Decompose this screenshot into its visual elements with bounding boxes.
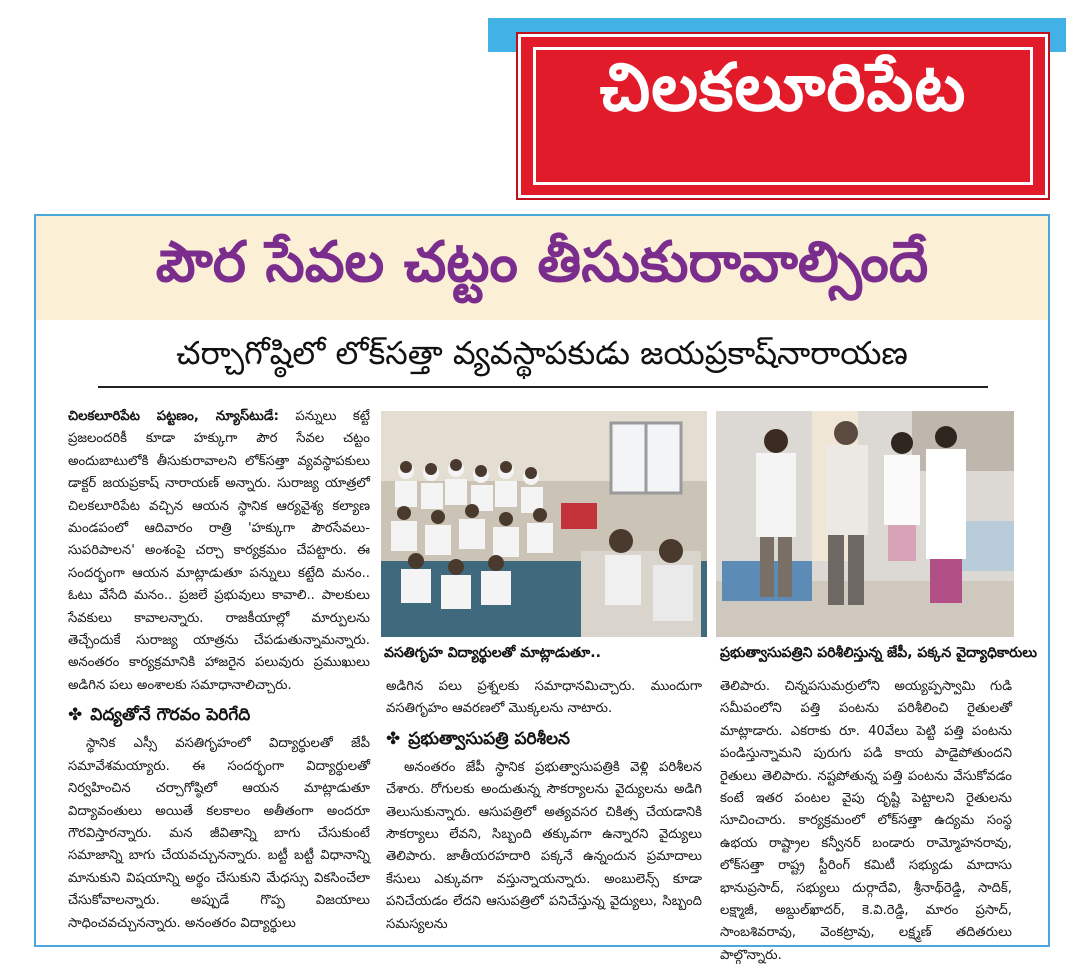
photo-hospital-visit-image bbox=[716, 411, 1014, 637]
subheadline-rule bbox=[98, 386, 988, 388]
dateline: చిలకలూరిపేట పట్టణం, న్యూస్‌టుడే: bbox=[68, 409, 279, 424]
subheadline: చర్చాగోష్ఠిలో లోక్‌సత్తా వ్యవస్థాపకుడు జయప్రకాష్‌నారాయణ bbox=[176, 334, 908, 372]
photo-caption-2: ప్రభుత్వాసుపత్రిని పరిశీలిస్తున్న జేపీ, పక్కన వైద్యాధికారులు bbox=[720, 645, 1038, 661]
photo-hospital-visit bbox=[716, 411, 1014, 637]
paragraph: అనంతరం జేపీ స్థానిక ప్రభుత్వాసుపత్రికి వెళ్లి పరిశీలన చేశారు. రోగులకు అందుతున్న సౌకర్యాలను వైద్యులను అడిగి తెలుసుకున్నారు. ఆసుపత్రిలో అత్యవసర చికిత్స చేయడానికి సౌకర్యాలు లేవని, సిబ్బంది తక్కువగా ఉన్నారని వైద్యులు తెలిపారు. జాతీయరహదారి పక్కనే ఉన్నందున ప్రమాదాలు కేసులు ఎక్కువగా వస్తున్నాయన్నారు. అంబులెన్స్ కూడా పనిచేయడం లేదని ఆసుపత్రిలో పనిచేస్తున్న వైద్యులు, సిబ్బంది సమస్యలను bbox=[386, 759, 702, 932]
photo-hostel-students bbox=[381, 411, 707, 637]
paragraph-text: పన్నులు కట్టే ప్రజలందరికీ కూడా హక్కుగా పౌర సేవల చట్టం అందుబాటులోకి తీసుకురావాలని లోక్‌సత్తా వ్యవస్థాపకులు డాక్టర్ జయప్రకాష్ నారాయణ్ అన్నారు. సురాజ్య యాత్రలో చిలకలూరిపేట వచ్చిన ఆయన స్థానిక ఆర్యవైశ్య కల్యాణ మండపంలో ఆదివారం రాత్రి 'హక్కుగా పౌరసేవలు- సుపరిపాలన' అంశంపై చర్చా కార్యక్రమం చేపట్టారు. ఈ సందర్భంగా ఆయన మాట్లాడుతూ పన్నులు కట్టేది మనం.. ఓటు వేసేది మనం.. ప్రజలే ప్రభువులు కావాలి.. పాలకులు సేవకులు కావాలన్నారు. రాజకీయాల్లో మార్పులను తెచ్చేందుకే సురాజ్య యాత్రను చేపడుతున్నామన్నారు. అనంతరం కార్యక్రమానికి హాజరైన పలువురు ప్రముఖులు అడిగిన పలు అంశాలకు సమాధానాలిచ్చారు. bbox=[68, 409, 370, 693]
photo-hostel-students-image bbox=[381, 411, 707, 637]
flower-bullet-icon: ✤ bbox=[68, 705, 83, 726]
paragraph: తెలిపారు. చిన్నపసుమర్రులోని అయ్యప్పస్వామి గుడి సమీపంలోని పత్తి పంటను పరిశీలించి రైతులతో మాట్లాడారు. ఎకరాకు రూ. 40వేలు పెట్టి పత్తి పంటను పండిస్తున్నామని పురుగు పడి కాయ పాడైపోతుందని రైతులు తెలిపారు. నష్టపోతున్న పత్తి పంటను వేసుకోవడం కంటే ఇతర పంటల వైపు దృష్టి పెట్టాలని రైతులను సూచించారు. కార్యక్రమంలో లోక్‌సత్తా ఉద్యమ సంస్థ ఉభయ రాష్ట్రాల కన్వీనర్ బండారు రామ్మోహనరావు, లోక్‌సత్తా రాష్ట్ర స్టీరింగ్ కమిటీ సభ్యుడు మాదాసు భానుప్రసాద్, సభ్యులు దుర్గాదేవి, శ్రీనాథ్‌రెడ్డి, సాదిక్, లక్ష్మాజీ, అబ్దుల్‌ఖాదర్, కె.వి.రెడ్డి, మారం ప్రసాద్, సాంబశివరావు, వెంకట్రావు, లక్ష్మణ్ తదితరులు పాల్గొన్నారు. bbox=[720, 679, 1012, 963]
article-frame bbox=[34, 214, 1050, 963]
masthead bbox=[518, 34, 1048, 198]
headline: పౌర సేవల చట్టం తీసుకురావాల్సిందే bbox=[155, 230, 929, 295]
paragraph: స్థానిక ఎస్సీ వసతిగృహంలో విద్యార్థులతో జేపీ సమావేశమయ్యారు. ఈ సందర్భంగా విద్యార్థులతో నిర్వహించిన చర్చాగోష్ఠిలో ఆయన మాట్లాడుతూ విద్యావంతులు అయితే కలకాలం అతీతంగా అందరూ గౌరవిస్తారన్నారు. మన జీవితాన్ని బాగు చేసుకుంటే సమాజాన్ని బాగు చేయవచ్చునన్నారు. బట్టీ బట్టీ విధానాన్ని మానుకుని విషయాన్ని అర్థం చేసుకుని మేధస్సు వికసించేలా చేసుకోవాలన్నారు. అప్పుడే గొప్ప విజయాలు సాధించవచ్చునన్నారు. అనంతరం విద్యార్థులు bbox=[68, 736, 370, 931]
masthead-title: చిలకలూరిపేట bbox=[599, 49, 967, 126]
headline-band bbox=[36, 216, 1048, 320]
section-heading-text: ప్రభుత్వాసుపత్రి పరిశీలన bbox=[408, 728, 570, 749]
section-heading-text: విద్యతోనే గౌరవం పెరిగేది bbox=[90, 705, 251, 726]
photo-caption-1: వసతిగృహ విద్యార్థులతో మాట్లాడుతూ.. bbox=[384, 645, 601, 661]
section-heading-1 bbox=[68, 701, 370, 729]
article-column-2 bbox=[386, 676, 702, 938]
article-column-3 bbox=[720, 676, 1012, 963]
paragraph: అడిగిన పలు ప్రశ్నలకు సమాధానమిచ్చారు. ముందుగా వసతిగృహం ఆవరణలో మొక్కలను నాటారు. bbox=[386, 679, 702, 717]
flower-bullet-icon: ✤ bbox=[386, 728, 401, 749]
article-column-1 bbox=[68, 406, 370, 941]
paragraph bbox=[68, 406, 370, 697]
section-heading-2 bbox=[386, 725, 702, 753]
